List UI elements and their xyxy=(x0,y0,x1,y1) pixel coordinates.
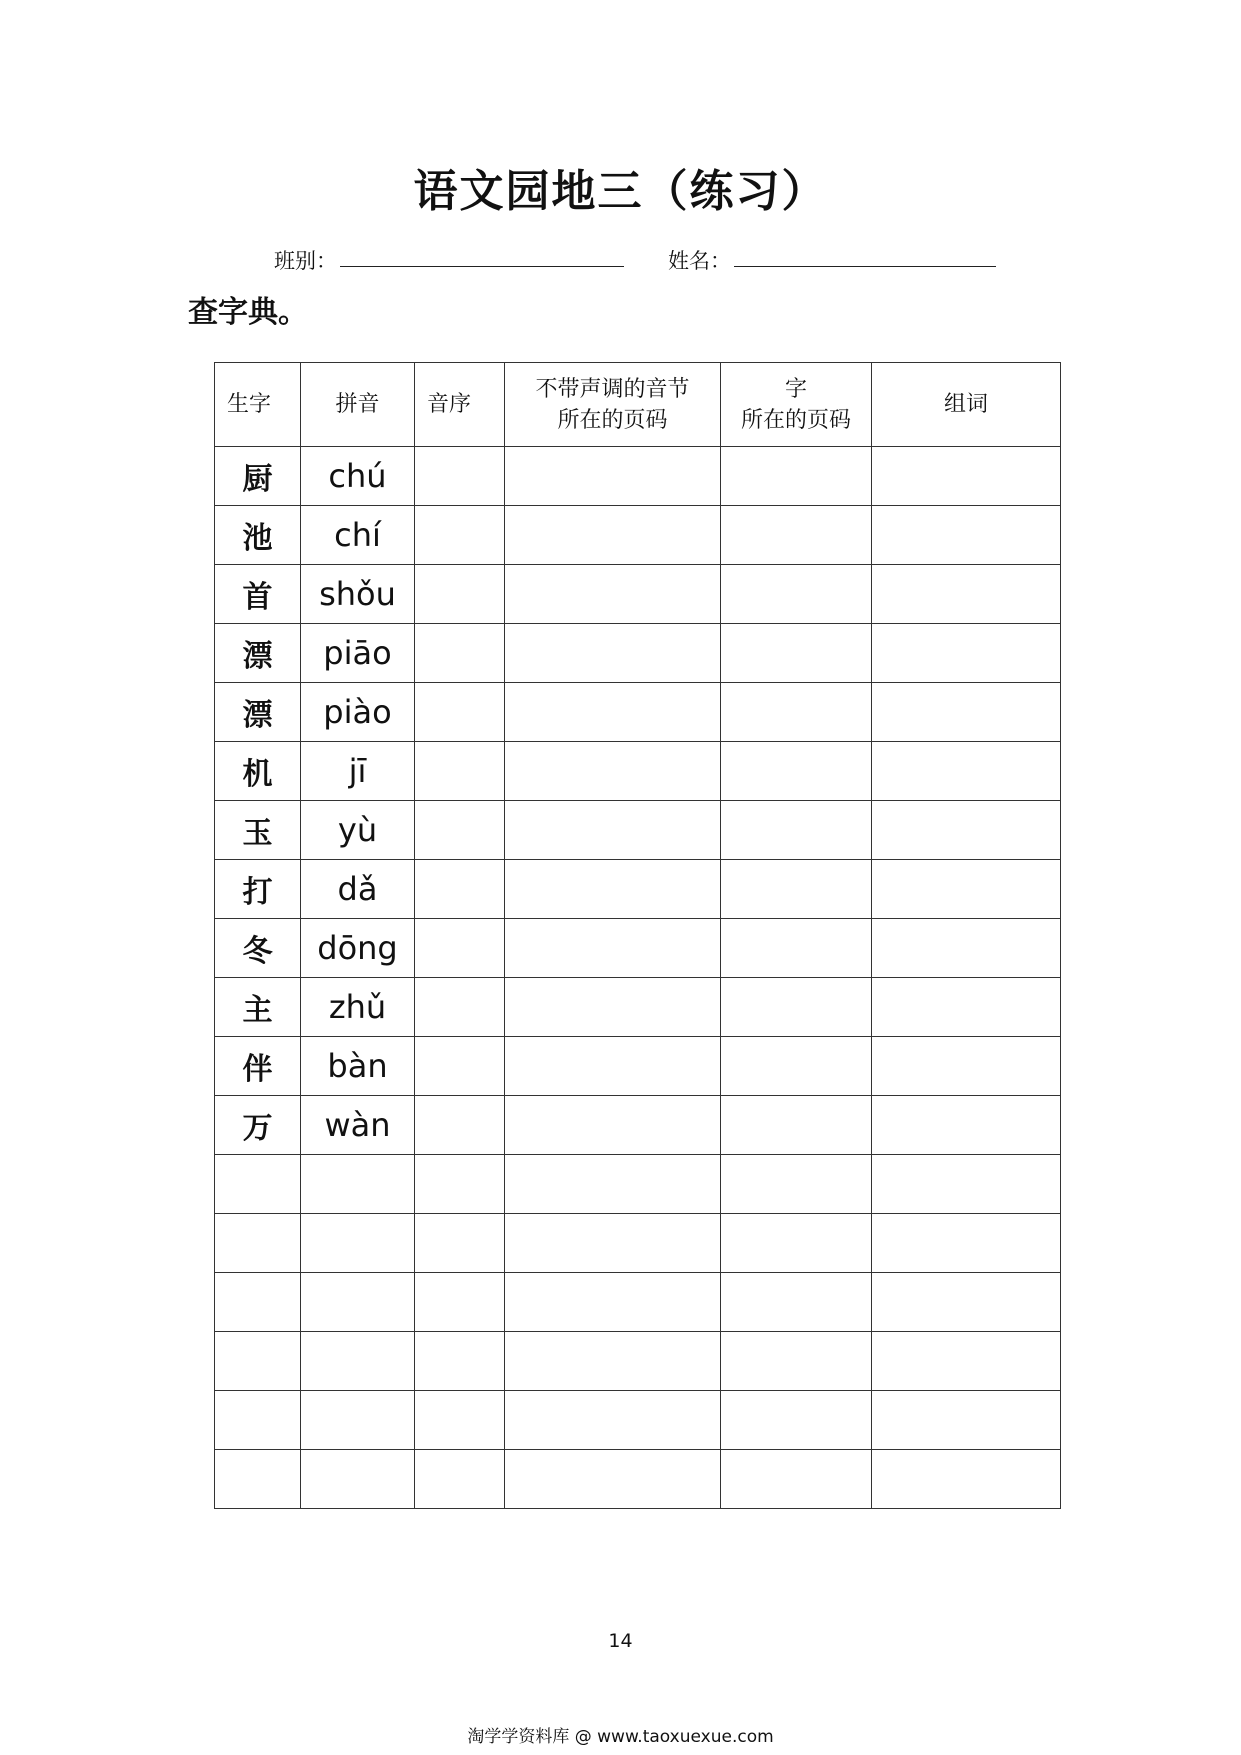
cell-word-building[interactable] xyxy=(872,1096,1061,1155)
cell-character xyxy=(215,1214,301,1273)
cell-pinyin: piào xyxy=(301,683,415,742)
cell-character xyxy=(215,1391,301,1450)
table-row xyxy=(215,624,1061,683)
cell-syllable-page[interactable] xyxy=(505,801,721,860)
cell-initial-letter[interactable] xyxy=(415,1450,505,1509)
cell-character: 伴 xyxy=(215,1037,301,1096)
cell-word-building[interactable] xyxy=(872,742,1061,801)
name-input-line[interactable] xyxy=(734,266,996,267)
cell-initial-letter[interactable] xyxy=(415,860,505,919)
header-syllable-page: 不带声调的音节 所在的页码 xyxy=(505,363,721,447)
cell-word-building[interactable] xyxy=(872,1214,1061,1273)
footer-watermark: 淘学学资料库 @ www.taoxuexue.com xyxy=(467,1727,774,1747)
cell-character: 主 xyxy=(215,978,301,1037)
cell-character-page[interactable] xyxy=(721,447,872,506)
cell-syllable-page[interactable] xyxy=(505,447,721,506)
cell-character: 玉 xyxy=(215,801,301,860)
cell-character-page[interactable] xyxy=(721,919,872,978)
cell-word-building[interactable] xyxy=(872,1037,1061,1096)
cell-pinyin xyxy=(301,1273,415,1332)
cell-word-building[interactable] xyxy=(872,919,1061,978)
cell-pinyin: piāo xyxy=(301,624,415,683)
cell-initial-letter[interactable] xyxy=(415,1037,505,1096)
cell-initial-letter[interactable] xyxy=(415,1155,505,1214)
cell-character-page[interactable] xyxy=(721,742,872,801)
cell-syllable-page[interactable] xyxy=(505,565,721,624)
cell-character-page[interactable] xyxy=(721,624,872,683)
table-row xyxy=(215,801,1061,860)
name-label: 姓名： xyxy=(668,249,731,273)
cell-syllable-page[interactable] xyxy=(505,1450,721,1509)
cell-syllable-page[interactable] xyxy=(505,1391,721,1450)
cell-character-page[interactable] xyxy=(721,1450,872,1509)
cell-character-page[interactable] xyxy=(721,1391,872,1450)
table-row xyxy=(215,506,1061,565)
cell-initial-letter[interactable] xyxy=(415,506,505,565)
table-row xyxy=(215,447,1061,506)
page-number: 14 xyxy=(608,1630,633,1652)
cell-pinyin xyxy=(301,1332,415,1391)
class-label: 班别： xyxy=(274,249,337,273)
cell-pinyin: wàn xyxy=(301,1096,415,1155)
table-row xyxy=(215,860,1061,919)
cell-word-building[interactable] xyxy=(872,447,1061,506)
cell-syllable-page[interactable] xyxy=(505,1273,721,1332)
cell-pinyin: shǒu xyxy=(301,565,415,624)
cell-character: 厨 xyxy=(215,447,301,506)
cell-pinyin: jī xyxy=(301,742,415,801)
cell-character-page[interactable] xyxy=(721,506,872,565)
table-row xyxy=(215,1332,1061,1391)
cell-character xyxy=(215,1332,301,1391)
cell-character-page[interactable] xyxy=(721,1273,872,1332)
cell-character: 漂 xyxy=(215,683,301,742)
cell-initial-letter[interactable] xyxy=(415,919,505,978)
table-row xyxy=(215,1450,1061,1509)
cell-character-page[interactable] xyxy=(721,565,872,624)
page-title: 语文园地三（练习） xyxy=(413,166,828,217)
cell-character-page[interactable] xyxy=(721,860,872,919)
table-header-row xyxy=(215,363,1061,447)
header-initial-letter: 音序 xyxy=(415,363,505,447)
table-row xyxy=(215,1214,1061,1273)
cell-syllable-page[interactable] xyxy=(505,1332,721,1391)
cell-syllable-page[interactable] xyxy=(505,1155,721,1214)
table-row xyxy=(215,1155,1061,1214)
cell-initial-letter[interactable] xyxy=(415,683,505,742)
cell-character: 池 xyxy=(215,506,301,565)
table-row xyxy=(215,1096,1061,1155)
cell-syllable-page[interactable] xyxy=(505,1096,721,1155)
header-word-building: 组词 xyxy=(872,363,1061,447)
cell-character-page[interactable] xyxy=(721,978,872,1037)
cell-initial-letter[interactable] xyxy=(415,624,505,683)
header-character-page: 字 所在的页码 xyxy=(721,363,872,447)
cell-word-building[interactable] xyxy=(872,1155,1061,1214)
cell-pinyin: chí xyxy=(301,506,415,565)
cell-character-page[interactable] xyxy=(721,801,872,860)
cell-pinyin: dōng xyxy=(301,919,415,978)
cell-pinyin: yù xyxy=(301,801,415,860)
table-row xyxy=(215,565,1061,624)
cell-pinyin: dǎ xyxy=(301,860,415,919)
cell-character-page[interactable] xyxy=(721,1332,872,1391)
dictionary-table xyxy=(214,362,1061,1509)
table-row xyxy=(215,1391,1061,1450)
cell-initial-letter[interactable] xyxy=(415,447,505,506)
class-input-line[interactable] xyxy=(340,266,624,267)
cell-syllable-page[interactable] xyxy=(505,860,721,919)
cell-initial-letter[interactable] xyxy=(415,1214,505,1273)
cell-word-building[interactable] xyxy=(872,860,1061,919)
cell-syllable-page[interactable] xyxy=(505,624,721,683)
cell-character: 首 xyxy=(215,565,301,624)
cell-syllable-page[interactable] xyxy=(505,978,721,1037)
table-row xyxy=(215,742,1061,801)
cell-initial-letter[interactable] xyxy=(415,742,505,801)
cell-word-building[interactable] xyxy=(872,801,1061,860)
cell-word-building[interactable] xyxy=(872,1450,1061,1509)
cell-pinyin xyxy=(301,1214,415,1273)
cell-character: 机 xyxy=(215,742,301,801)
cell-syllable-page[interactable] xyxy=(505,683,721,742)
table-row xyxy=(215,1273,1061,1332)
cell-pinyin xyxy=(301,1391,415,1450)
cell-initial-letter[interactable] xyxy=(415,1096,505,1155)
cell-initial-letter[interactable] xyxy=(415,801,505,860)
cell-word-building[interactable] xyxy=(872,683,1061,742)
cell-initial-letter[interactable] xyxy=(415,1273,505,1332)
cell-word-building[interactable] xyxy=(872,624,1061,683)
table-row xyxy=(215,978,1061,1037)
cell-syllable-page[interactable] xyxy=(505,919,721,978)
cell-initial-letter[interactable] xyxy=(415,565,505,624)
section-title: 查字典。 xyxy=(188,295,308,330)
cell-word-building[interactable] xyxy=(872,1391,1061,1450)
cell-syllable-page[interactable] xyxy=(505,1214,721,1273)
cell-character-page[interactable] xyxy=(721,1155,872,1214)
cell-pinyin xyxy=(301,1155,415,1214)
cell-word-building[interactable] xyxy=(872,1273,1061,1332)
table-row xyxy=(215,1037,1061,1096)
table-row xyxy=(215,683,1061,742)
cell-word-building[interactable] xyxy=(872,565,1061,624)
cell-character-page[interactable] xyxy=(721,1037,872,1096)
cell-initial-letter[interactable] xyxy=(415,1391,505,1450)
cell-pinyin: chú xyxy=(301,447,415,506)
cell-pinyin: bàn xyxy=(301,1037,415,1096)
cell-character: 漂 xyxy=(215,624,301,683)
cell-syllable-page[interactable] xyxy=(505,506,721,565)
cell-word-building[interactable] xyxy=(872,506,1061,565)
cell-character: 打 xyxy=(215,860,301,919)
cell-character-page[interactable] xyxy=(721,1096,872,1155)
header-character: 生字 xyxy=(215,363,301,447)
cell-character-page[interactable] xyxy=(721,1214,872,1273)
cell-character xyxy=(215,1450,301,1509)
cell-initial-letter[interactable] xyxy=(415,1332,505,1391)
cell-character xyxy=(215,1273,301,1332)
cell-word-building[interactable] xyxy=(872,1332,1061,1391)
cell-character: 冬 xyxy=(215,919,301,978)
cell-word-building[interactable] xyxy=(872,978,1061,1037)
cell-syllable-page[interactable] xyxy=(505,1037,721,1096)
cell-pinyin: zhǔ xyxy=(301,978,415,1037)
table-row xyxy=(215,919,1061,978)
cell-character: 万 xyxy=(215,1096,301,1155)
cell-pinyin xyxy=(301,1450,415,1509)
cell-syllable-page[interactable] xyxy=(505,742,721,801)
header-pinyin: 拼音 xyxy=(301,363,415,447)
cell-initial-letter[interactable] xyxy=(415,978,505,1037)
cell-character xyxy=(215,1155,301,1214)
cell-character-page[interactable] xyxy=(721,683,872,742)
